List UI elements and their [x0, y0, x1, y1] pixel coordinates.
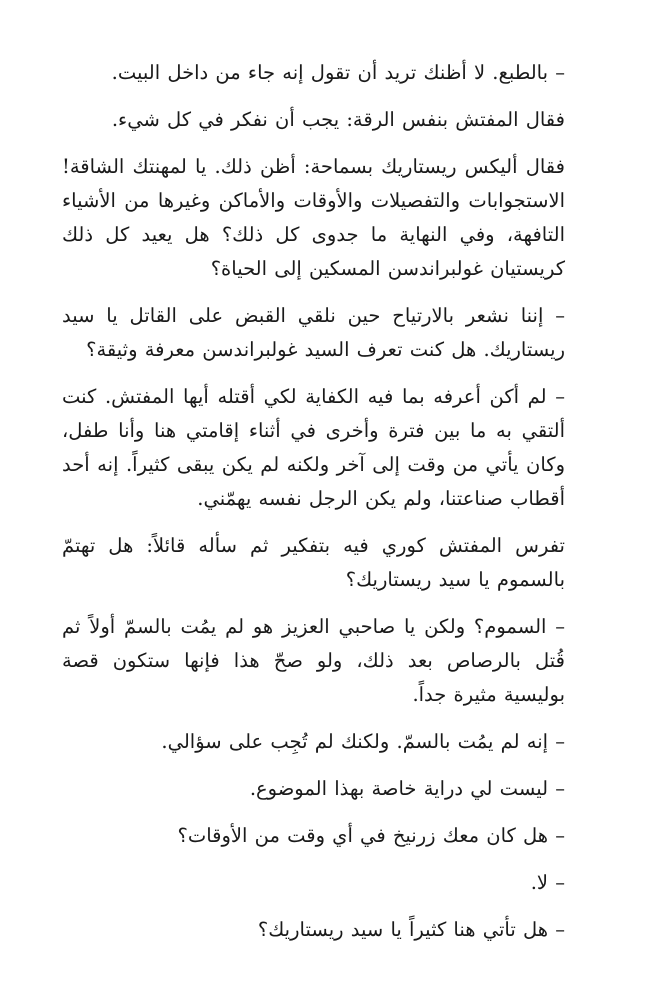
paragraph-dialogue-5: – إنه لم يمُت بالسمّ. ولكنك لم تُجِب على سؤالي. — [161, 730, 565, 753]
paragraph-narration-3: تفرس المفتش كوري فيه بتفكير ثم سأله قائلاً: هل تهتمّ بالسموم يا سيد ريستاريك؟ — [62, 534, 565, 591]
paragraph-dialogue-7: – هل كان معك زرنيخ في أي وقت من الأوقات؟ — [177, 824, 565, 847]
paragraph-dialogue-2: – إننا نشعر بالارتياح حين نلقي القبض على القاتل يا سيد ريستاريك. هل كنت تعرف السيد غولبراندسن معرفة وثيقة؟ — [62, 304, 565, 361]
paragraph-narration-2: فقال أليكس ريستاريك بسماحة: أظن ذلك. يا لمهنتك الشاقة! الاستجوابات والتفصيلات والأوقات والأماكن وغيرها من الأشياء التافهة، وفي النهاية ما جدوى كل ذلك؟ هل يعيد كل ذلك كريستيان غولبراندسن المسكين إلى الحياة؟ — [62, 155, 565, 280]
paragraph-dialogue-3: – لم أكن أعرفه بما فيه الكفاية لكي أقتله أيها المفتش. كنت ألتقي به ما بين فترة وأخرى في أثناء إقامتي هنا وأنا طفل، وكان يأتي من وقت إلى آخر ولكنه لم يكن يبقى كثيراً. إنه أحد أقطاب صناعتنا، ولم يكن الرجل نفسه يهمّني. — [62, 385, 565, 510]
paragraph-dialogue-8: – لا. — [530, 871, 565, 894]
paragraph-dialogue-4: – السموم؟ ولكن يا صاحبي العزيز هو لم يمُت بالسمّ أولاً ثم قُتل بالرصاص بعد ذلك، ولو صحّ هذا فإنها ستكون قصة بوليسية مثيرة جداً. — [62, 615, 565, 706]
paragraph-dialogue-6: – ليست لي دراية خاصة بهذا الموضوع. — [249, 777, 565, 800]
paragraph-dialogue-1: – بالطبع. لا أظنك تريد أن تقول إنه جاء من داخل البيت. — [111, 61, 565, 84]
paragraph-dialogue-9: – هل تأتي هنا كثيراً يا سيد ريستاريك؟ — [257, 918, 565, 941]
paragraph-narration-1: فقال المفتش بنفس الرقة: يجب أن نفكر في كل شيء. — [111, 108, 565, 131]
